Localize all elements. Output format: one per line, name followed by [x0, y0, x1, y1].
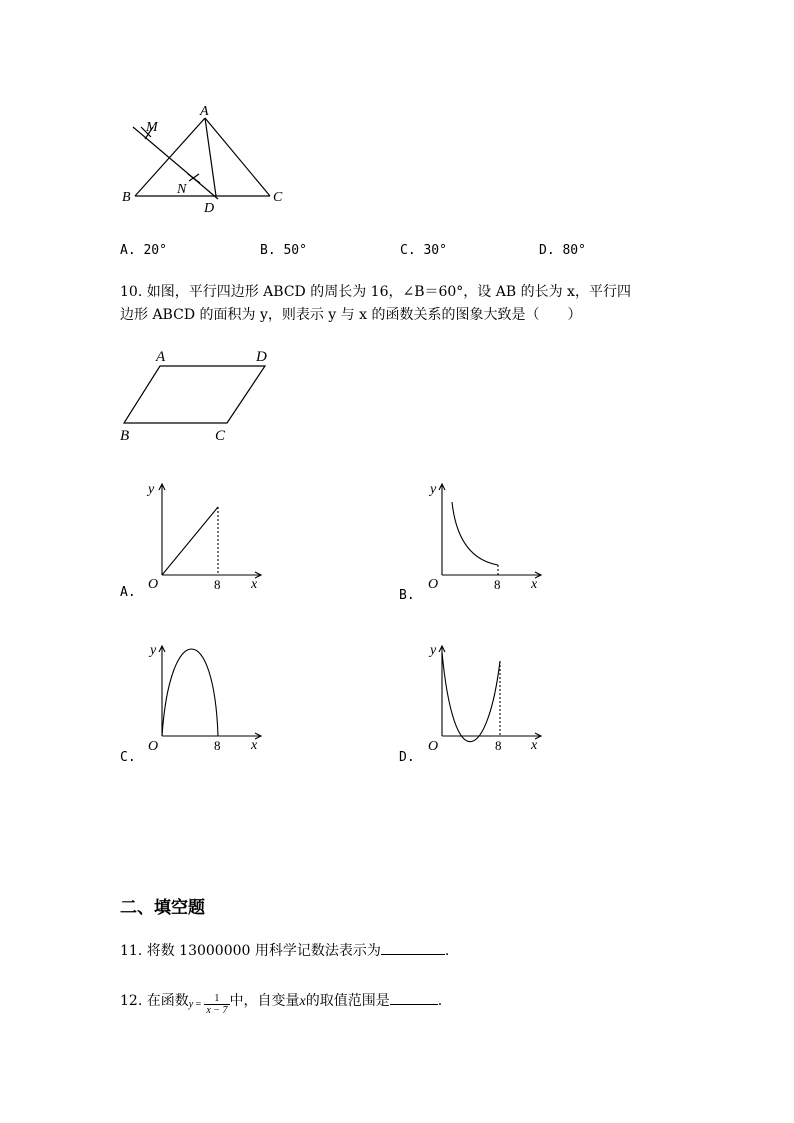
arc-mark-n2	[188, 174, 200, 183]
para-label-d: D	[256, 349, 267, 365]
graph-d-curve	[442, 652, 500, 742]
graph-a-curve	[162, 507, 218, 575]
svg-text:8: 8	[494, 577, 501, 592]
q11-answer-blank[interactable]	[381, 940, 445, 955]
graph-option-b	[420, 478, 550, 593]
section-title-fill-in: 二、填空题	[120, 898, 205, 918]
svg-text:O: O	[148, 577, 159, 592]
para-label-b: B	[120, 428, 130, 444]
graph-option-d	[420, 640, 550, 755]
label-n: N	[177, 182, 187, 197]
para-label-a: A	[156, 349, 166, 365]
svg-text:O: O	[148, 739, 159, 754]
parallelogram-abcd	[115, 345, 280, 445]
svg-text:y: y	[150, 643, 157, 658]
svg-text:x: x	[251, 738, 258, 753]
graph-option-a	[140, 478, 270, 593]
q10-line2: 边形 ABCD 的面积为 y，则表示 y 与 x 的函数关系的图象大致是（ ）	[120, 307, 582, 323]
svg-text:y: y	[430, 643, 437, 658]
q9-option-b[interactable]: B. 50°	[260, 243, 307, 258]
svg-text:8: 8	[495, 738, 502, 753]
q12-answer-blank[interactable]	[390, 990, 438, 1005]
graph-option-c	[140, 640, 270, 755]
label-c: C	[273, 190, 283, 205]
label-m: M	[146, 120, 158, 135]
svg-text:O: O	[428, 739, 439, 754]
q12-text: 12. 在函数y = $\frac{1}{x - 7}$ 中，自变量x的取值范围是 .	[120, 990, 442, 1016]
graph-c-curve	[162, 649, 218, 736]
q9-option-a[interactable]: A. 20°	[120, 243, 167, 258]
q10-line1: 10. 如图，平行四边形 ABCD 的周长为 16，∠B＝60°，设 AB 的长为 x，平行四	[120, 284, 631, 300]
q11-text: 11. 将数 13000000 用科学记数法表示为 .	[120, 940, 449, 961]
svg-text:x: x	[251, 577, 258, 592]
q9-option-c[interactable]: C. 30°	[400, 243, 447, 258]
svg-text:y: y	[430, 482, 437, 497]
svg-text:y: y	[148, 482, 155, 497]
label-d: D	[204, 201, 215, 216]
graph-b-curve	[452, 502, 498, 565]
q9-option-d[interactable]: D. 80°	[539, 243, 586, 258]
svg-text:8: 8	[214, 577, 221, 592]
svg-text:O: O	[428, 577, 439, 592]
graph-b-label[interactable]: B.	[399, 588, 415, 603]
para-label-c: C	[215, 428, 226, 444]
svg-text:8: 8	[214, 738, 221, 753]
svg-text:x: x	[531, 577, 538, 592]
label-b: B	[122, 190, 131, 205]
label-a: A	[200, 104, 209, 119]
q12-function-formula: y = $\frac{1}{x - 7}$	[188, 993, 228, 1017]
q9-triangle-figure	[115, 95, 295, 220]
svg-text:x: x	[531, 738, 538, 753]
graph-c-label[interactable]: C.	[120, 750, 136, 765]
graph-a-label[interactable]: A.	[120, 585, 136, 600]
graph-d-label[interactable]: D.	[399, 750, 415, 765]
